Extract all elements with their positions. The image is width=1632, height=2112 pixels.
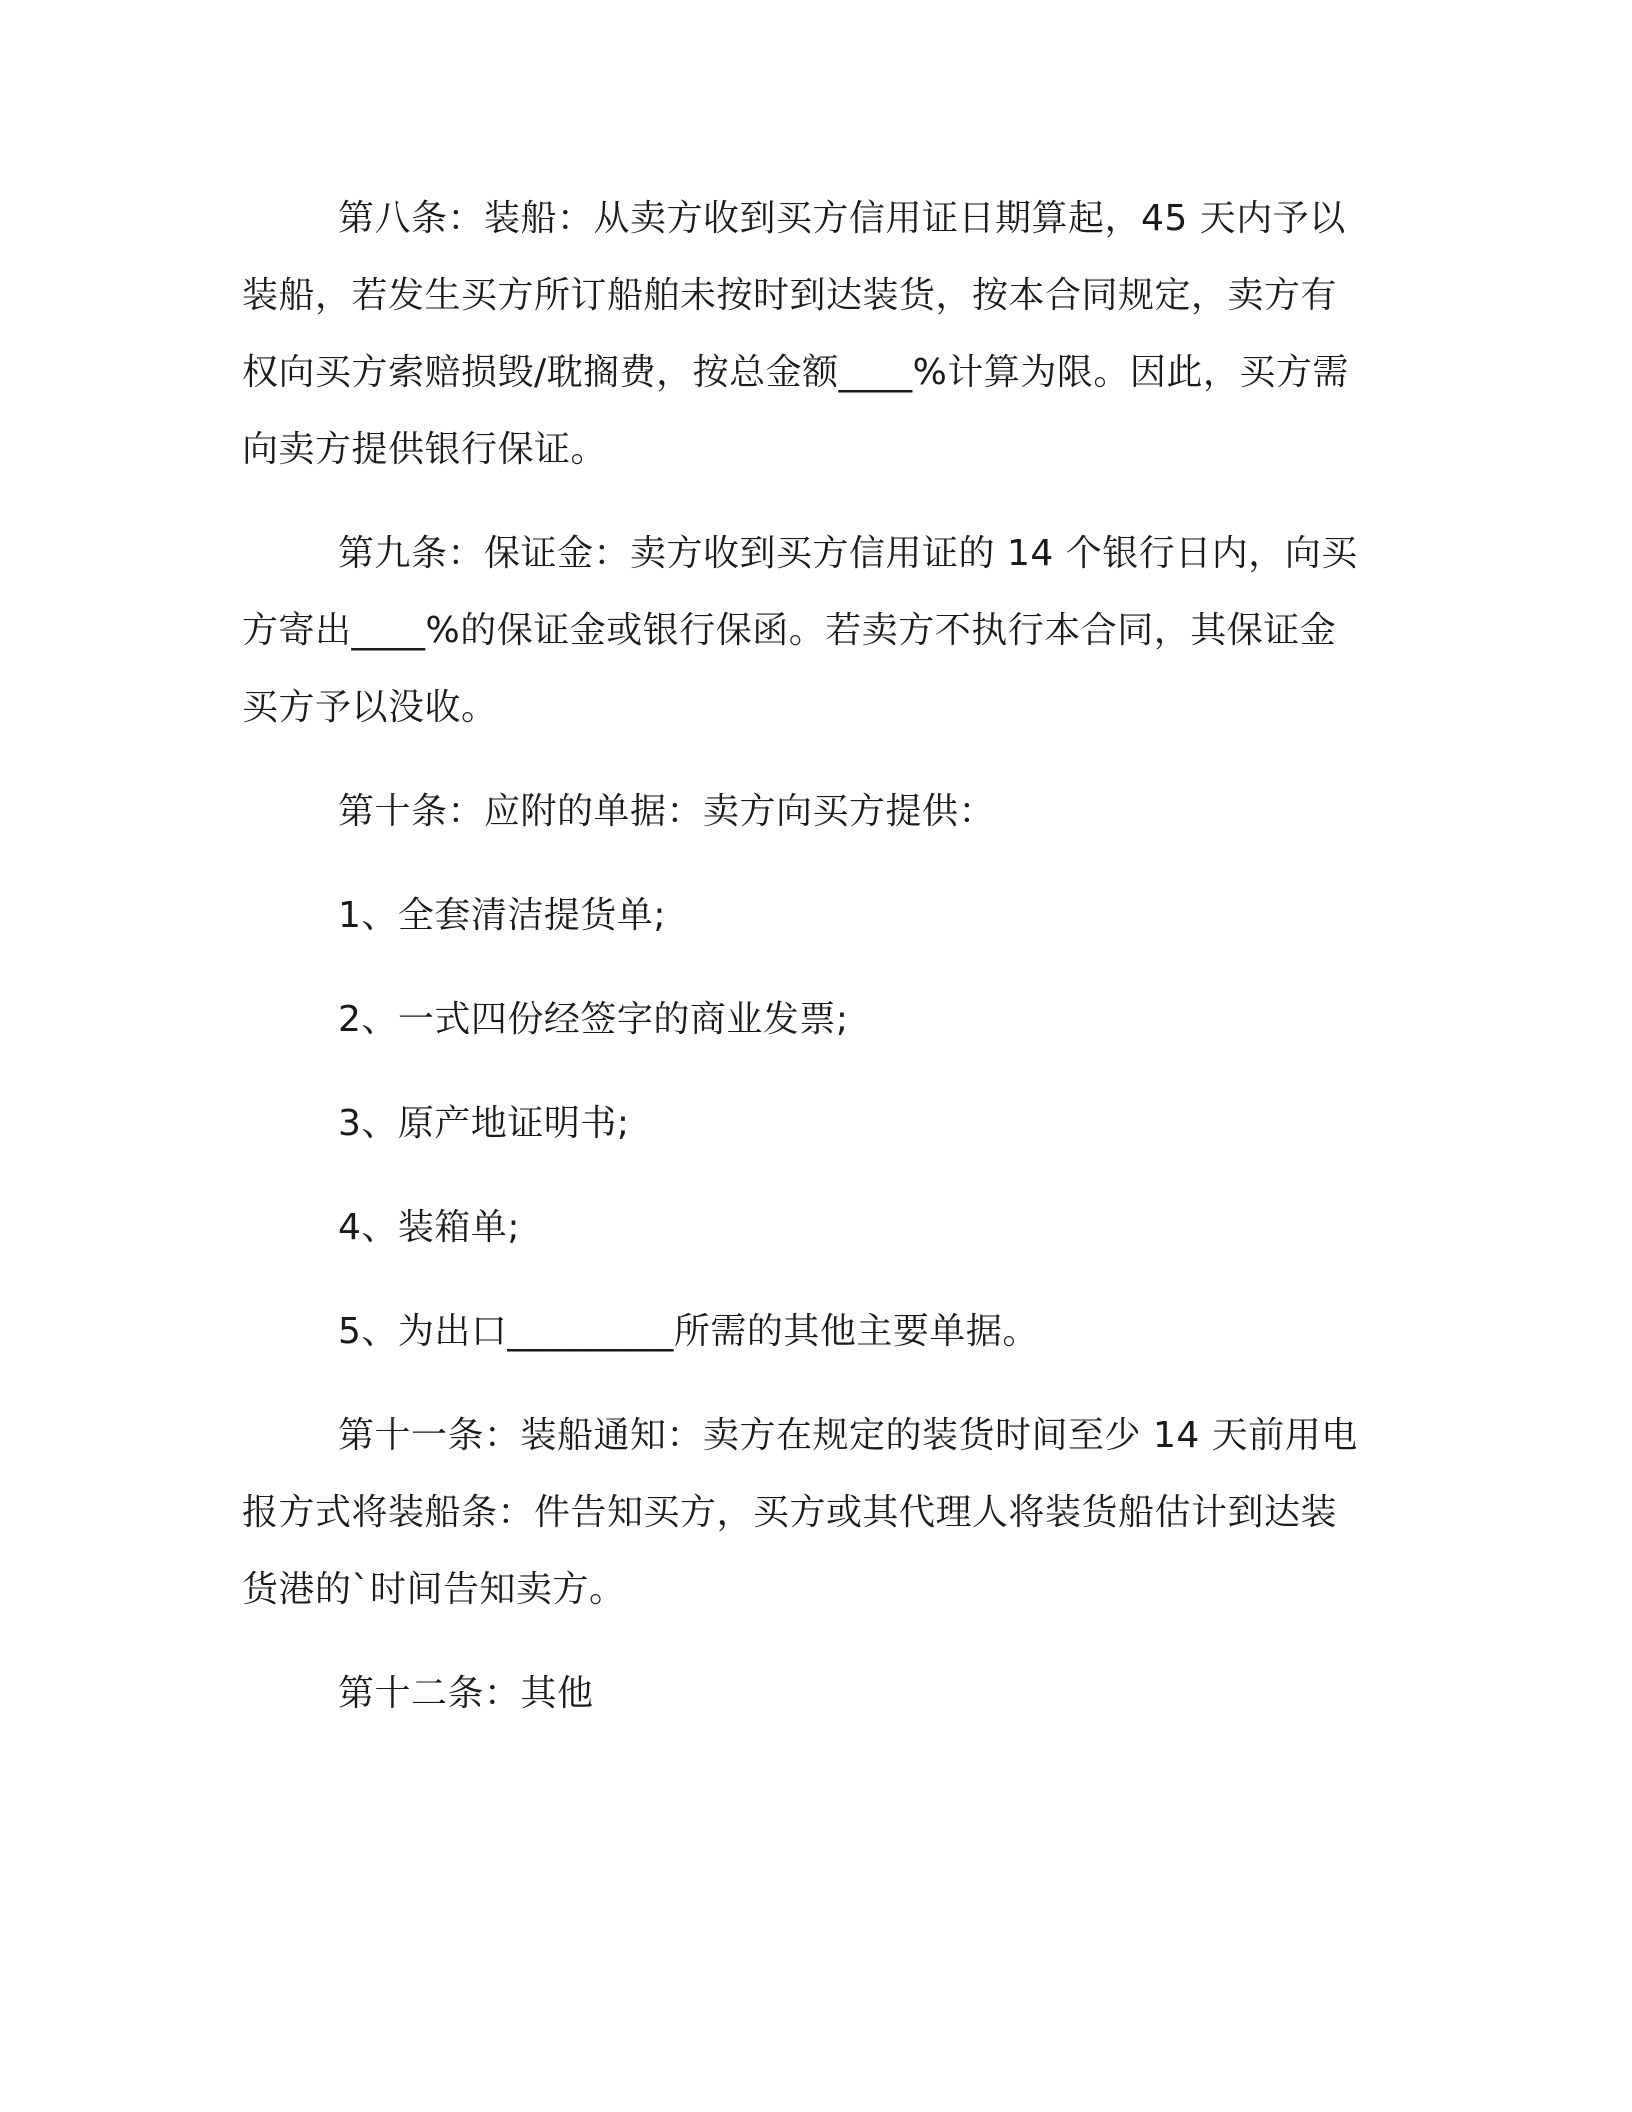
article-12 xyxy=(242,1655,1394,1732)
article-12-heading: 第十二条：其他 xyxy=(338,1673,594,1714)
document-list-item-3: 3、原产地证明书; xyxy=(338,1103,630,1144)
document-list-item-5: 5、为出口_________所需的其他主要单据。 xyxy=(338,1311,1039,1352)
article-8-line-2: 装船，若发生买方所订船舶未按时到达装货，按本合同规定，卖方有 xyxy=(242,275,1338,316)
article-9-line-3: 买方予以没收。 xyxy=(242,687,498,728)
spacer xyxy=(242,954,1394,981)
document-list-item-1: 1、全套清洁提货单; xyxy=(338,895,667,936)
article-9-line-2: 方寄出____%的保证金或银行保函。若卖方不执行本合同，其保证金 xyxy=(242,610,1337,651)
article-11-line-3: 货港的`时间告知卖方。 xyxy=(242,1569,626,1610)
spacer xyxy=(242,1370,1394,1397)
spacer xyxy=(242,1266,1394,1293)
article-11-line-2: 报方式将装船条：件告知买方，买方或其代理人将装货船估计到达装 xyxy=(242,1492,1338,1533)
article-11-line-1: 第十一条：装船通知：卖方在规定的装货时间至少 14 天前用电 xyxy=(338,1415,1358,1456)
article-10-heading: 第十条：应附的单据：卖方向买方提供： xyxy=(338,791,996,832)
spacer xyxy=(242,1162,1394,1189)
spacer xyxy=(242,488,1394,515)
article-9 xyxy=(242,515,1394,746)
article-11 xyxy=(242,1397,1394,1628)
spacer xyxy=(242,1058,1394,1085)
spacer xyxy=(242,850,1394,877)
article-8-line-1: 第八条：装船：从卖方收到买方信用证日期算起，45 天内予以 xyxy=(338,198,1346,239)
document-list-item-4: 4、装箱单; xyxy=(338,1207,521,1248)
document-list-item-2: 2、一式四份经签字的商业发票; xyxy=(338,999,849,1040)
article-8-line-4: 向卖方提供银行保证。 xyxy=(242,429,608,470)
spacer xyxy=(242,746,1394,773)
article-8 xyxy=(242,180,1394,488)
article-10 xyxy=(242,773,1394,1370)
spacer xyxy=(242,1628,1394,1655)
contract-body xyxy=(242,180,1394,1732)
article-8-line-3: 权向买方索赔损毁/耽搁费，按总金额____%计算为限。因此，买方需 xyxy=(242,352,1349,393)
article-9-line-1: 第九条：保证金：卖方收到买方信用证的 14 个银行日内，向买 xyxy=(338,533,1358,574)
